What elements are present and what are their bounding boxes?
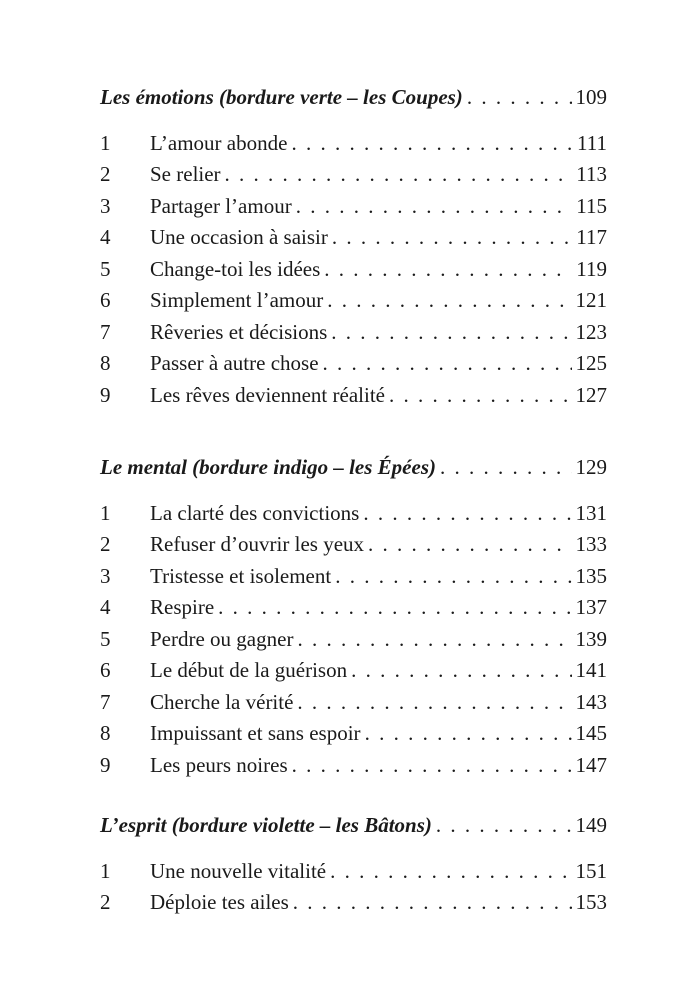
toc-entry-list [100,856,607,919]
entry-page: 125 [575,351,607,375]
entry-number: 5 [100,626,111,651]
entry-title: La clarté des convictions [150,500,360,525]
entry-number: 5 [100,256,111,281]
entry-number: 7 [100,319,111,344]
dot-leader [293,887,572,919]
entry-page: 141 [575,658,607,682]
toc-entry[interactable] [100,687,607,719]
toc-entry[interactable] [100,317,607,349]
toc-entry[interactable] [100,750,607,782]
dot-leader [225,159,573,191]
entry-title: Respire [150,595,215,619]
toc-section-emotions [100,82,607,411]
entry-title: Change-toi les idées [150,256,321,281]
entry-number: 9 [100,382,111,407]
entry-title: Impuissant et sans espoir [150,721,361,745]
toc-entry[interactable] [100,380,607,412]
entry-page: 111 [577,130,607,155]
dot-leader [297,624,571,656]
entry-number: 1 [100,130,111,155]
entry-title: Tristesse et isolement [150,563,332,588]
dot-leader [218,592,571,624]
section-heading-title: L’esprit (bordure violette – les Bâtons) [100,813,432,837]
entry-number: 6 [100,658,111,682]
toc-entry[interactable] [100,128,607,160]
entry-number: 4 [100,595,111,619]
toc-entry[interactable] [100,624,607,656]
entry-page: 115 [576,193,607,218]
dot-leader [292,750,572,782]
dot-leader [296,191,573,223]
toc-entry[interactable] [100,159,607,191]
entry-page: 143 [575,689,607,714]
dot-leader [365,718,572,750]
dot-leader [323,348,572,380]
dot-leader [363,498,571,530]
entry-number: 6 [100,288,111,312]
entry-title: Se relier [150,162,221,186]
toc-entry[interactable] [100,592,607,624]
entry-title: Cherche la vérité [150,689,294,714]
entry-number: 1 [100,858,111,883]
entry-page: 135 [575,563,607,588]
toc-entry[interactable] [100,222,607,254]
toc-section-mental [100,452,607,781]
toc-section-esprit [100,810,607,919]
toc-entry[interactable] [100,348,607,380]
dot-leader [324,254,572,286]
section-heading-title: Le mental (bordure indigo – les Épées) [100,455,436,479]
entry-number: 4 [100,225,111,249]
entry-title: Une nouvelle vitalité [150,858,327,883]
entry-title: Une occasion à saisir [150,225,328,249]
dot-leader [330,856,571,888]
dot-leader [327,285,571,317]
dot-leader [297,687,571,719]
toc-entry[interactable] [100,498,607,530]
entry-page: 145 [575,721,607,745]
toc-entry[interactable] [100,561,607,593]
entry-page: 117 [576,225,607,249]
entry-number: 2 [100,890,111,914]
entry-number: 3 [100,193,111,218]
entry-page: 113 [576,162,607,186]
entry-number: 9 [100,752,111,777]
section-heading-page: 129 [575,455,607,479]
entry-number: 2 [100,532,111,556]
entry-page: 121 [575,288,607,312]
entry-title: Partager l’amour [150,193,292,218]
toc-entry[interactable] [100,191,607,223]
toc-entry[interactable] [100,655,607,687]
toc-entry[interactable] [100,718,607,750]
section-heading[interactable] [100,82,607,114]
entry-page: 133 [575,532,607,556]
section-heading-title: Les émotions (bordure verte – les Coupes) [100,85,463,109]
entry-title: L’amour abonde [150,130,288,155]
dot-leader [436,810,572,842]
entry-title: Déploie tes ailes [150,890,289,914]
entry-number: 2 [100,162,111,186]
section-heading-page: 109 [575,85,607,109]
dot-leader [467,82,572,114]
dot-leader [331,317,571,349]
entry-number: 8 [100,721,111,745]
entry-number: 7 [100,689,111,714]
entry-page: 137 [575,595,607,619]
section-heading-page: 149 [575,813,607,837]
dot-leader [389,380,572,412]
dot-leader [332,222,572,254]
entry-page: 139 [575,626,607,651]
toc-entry[interactable] [100,285,607,317]
dot-leader [440,452,572,484]
entry-title: Le début de la guérison [150,658,348,682]
toc-entry[interactable] [100,856,607,888]
entry-title: Perdre ou gagner [150,626,294,651]
entry-page: 153 [575,890,607,914]
toc-entry-list [100,498,607,782]
entry-title: Refuser d’ouvrir les yeux [150,532,365,556]
toc-entry[interactable] [100,887,607,919]
entry-page: 127 [575,382,607,407]
dot-leader [368,529,571,561]
dot-leader [351,655,571,687]
entry-page: 151 [575,858,607,883]
entry-number: 8 [100,351,111,375]
entry-title: Passer à autre chose [150,351,319,375]
toc-entry-list [100,128,607,412]
entry-number: 1 [100,500,111,525]
entry-page: 131 [575,500,607,525]
dot-leader [335,561,571,593]
toc-entry[interactable] [100,529,607,561]
dot-leader [291,128,573,160]
entry-title: Rêveries et décisions [150,319,328,344]
section-heading[interactable] [100,452,607,484]
entry-page: 147 [575,752,607,777]
entry-title: Les rêves deviennent réalité [150,382,385,407]
entry-title: Les peurs noires [150,752,288,777]
entry-title: Simplement l’amour [150,288,324,312]
entry-page: 119 [576,256,607,281]
toc-entry[interactable] [100,254,607,286]
entry-number: 3 [100,563,111,588]
entry-page: 123 [575,319,607,344]
section-heading[interactable] [100,810,607,842]
